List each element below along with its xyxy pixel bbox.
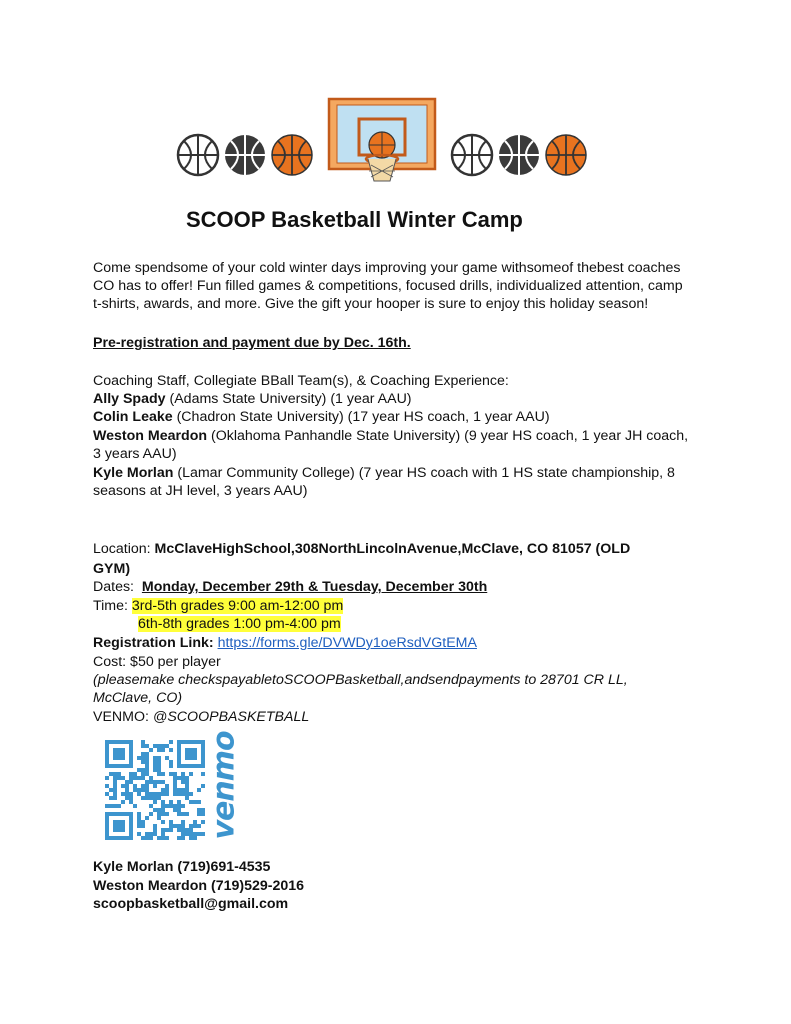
dates-label: Dates: bbox=[93, 579, 135, 595]
dates-value: Monday, December 29th & Tuesday, December 30th bbox=[141, 579, 488, 595]
coach-line bbox=[93, 408, 550, 427]
time-label: Time: bbox=[93, 598, 128, 614]
coach-line bbox=[93, 390, 412, 409]
basketball-dark-icon bbox=[499, 135, 539, 175]
location-label: Location: bbox=[93, 541, 151, 557]
dates-line bbox=[93, 578, 487, 597]
registration-label: Registration Link: bbox=[93, 635, 214, 651]
basketball-dark-icon bbox=[225, 135, 265, 175]
time-slot-1: 3rd-5th grades 9:00 am-12:00 pm bbox=[131, 598, 344, 614]
location-value-cont: GYM) bbox=[93, 561, 131, 577]
contact-line: Kyle Morlan (719)691-4535 bbox=[93, 859, 271, 875]
coach-name: Colin Leake bbox=[93, 409, 173, 425]
preregistration-deadline: Pre-registration and payment due by Dec. 16th. bbox=[93, 335, 411, 351]
intro-line: Come spendsome of your cold winter days improving your game withsomeof thebest coaches bbox=[93, 260, 681, 276]
venmo-logo bbox=[206, 731, 242, 840]
coach-detail: (Adams State University) (1 year AAU) bbox=[165, 391, 412, 407]
page-title: SCOOP Basketball Winter Camp bbox=[186, 207, 523, 232]
time-slot-2: 6th-8th grades 1:00 pm-4:00 pm bbox=[138, 616, 341, 632]
contact-line: Weston Meardon (719)529-2016 bbox=[93, 878, 305, 894]
coach-detail: (Chadron State University) (17 year HS coach, 1 year AAU) bbox=[172, 409, 550, 425]
coach-line bbox=[93, 427, 688, 446]
basketball-outline-icon bbox=[178, 135, 218, 175]
venmo-line bbox=[93, 708, 309, 727]
coach-detail-cont: 3 years AAU) bbox=[93, 446, 177, 462]
venmo-logo-text: venmo bbox=[206, 731, 242, 840]
staff-heading: Coaching Staff, Collegiate BBall Team(s), & Coaching Experience: bbox=[93, 373, 509, 389]
cost-line: Cost: $50 per player bbox=[93, 654, 221, 670]
header-graphic bbox=[170, 95, 600, 195]
coach-detail: (Oklahoma Panhandle State University) (9 year HS coach, 1 year JH coach, bbox=[207, 428, 689, 444]
time-line bbox=[138, 615, 341, 634]
coach-name: Kyle Morlan bbox=[93, 465, 174, 481]
coach-detail: (Lamar Community College) (7 year HS coach with 1 HS state championship, 8 bbox=[173, 465, 675, 481]
intro-line: t-shirts, awards, and more. Give the gift your hooper is sure to enjoy this holiday season! bbox=[93, 296, 649, 312]
coach-line bbox=[93, 464, 675, 483]
payment-instructions: (pleasemake checkspayabletoSCOOPBasketball,andsendpayments to 28701 CR LL, bbox=[93, 672, 628, 688]
venmo-label: VENMO: bbox=[93, 709, 153, 725]
coach-name: Weston Meardon bbox=[93, 428, 208, 444]
hoop-icecream-icon bbox=[329, 99, 435, 181]
basketball-outline-icon bbox=[452, 135, 492, 175]
coach-detail-cont: seasons at JH level, 3 years AAU) bbox=[93, 483, 308, 499]
payment-instructions-cont: McClave, CO) bbox=[93, 690, 183, 706]
basketball-orange-icon bbox=[546, 135, 586, 175]
venmo-handle: @SCOOPBASKETBALL bbox=[152, 709, 310, 725]
location-line bbox=[93, 540, 630, 559]
location-value: McClaveHighSchool,308NorthLincolnAvenue,McClave, CO 81057 (OLD bbox=[154, 541, 631, 557]
contact-email[interactable]: scoopbasketball@gmail.com bbox=[93, 896, 289, 912]
coach-name: Ally Spady bbox=[93, 391, 166, 407]
intro-line: CO has to offer! Fun filled games & competitions, focused drills, individualized attention, camp bbox=[93, 278, 683, 294]
registration-link[interactable]: https://forms.gle/DVWDy1oeRsdVGtEMA bbox=[217, 635, 477, 651]
venmo-qr-code-icon[interactable] bbox=[105, 740, 205, 840]
time-line bbox=[93, 597, 343, 616]
registration-line bbox=[93, 634, 477, 653]
basketball-orange-icon bbox=[272, 135, 312, 175]
